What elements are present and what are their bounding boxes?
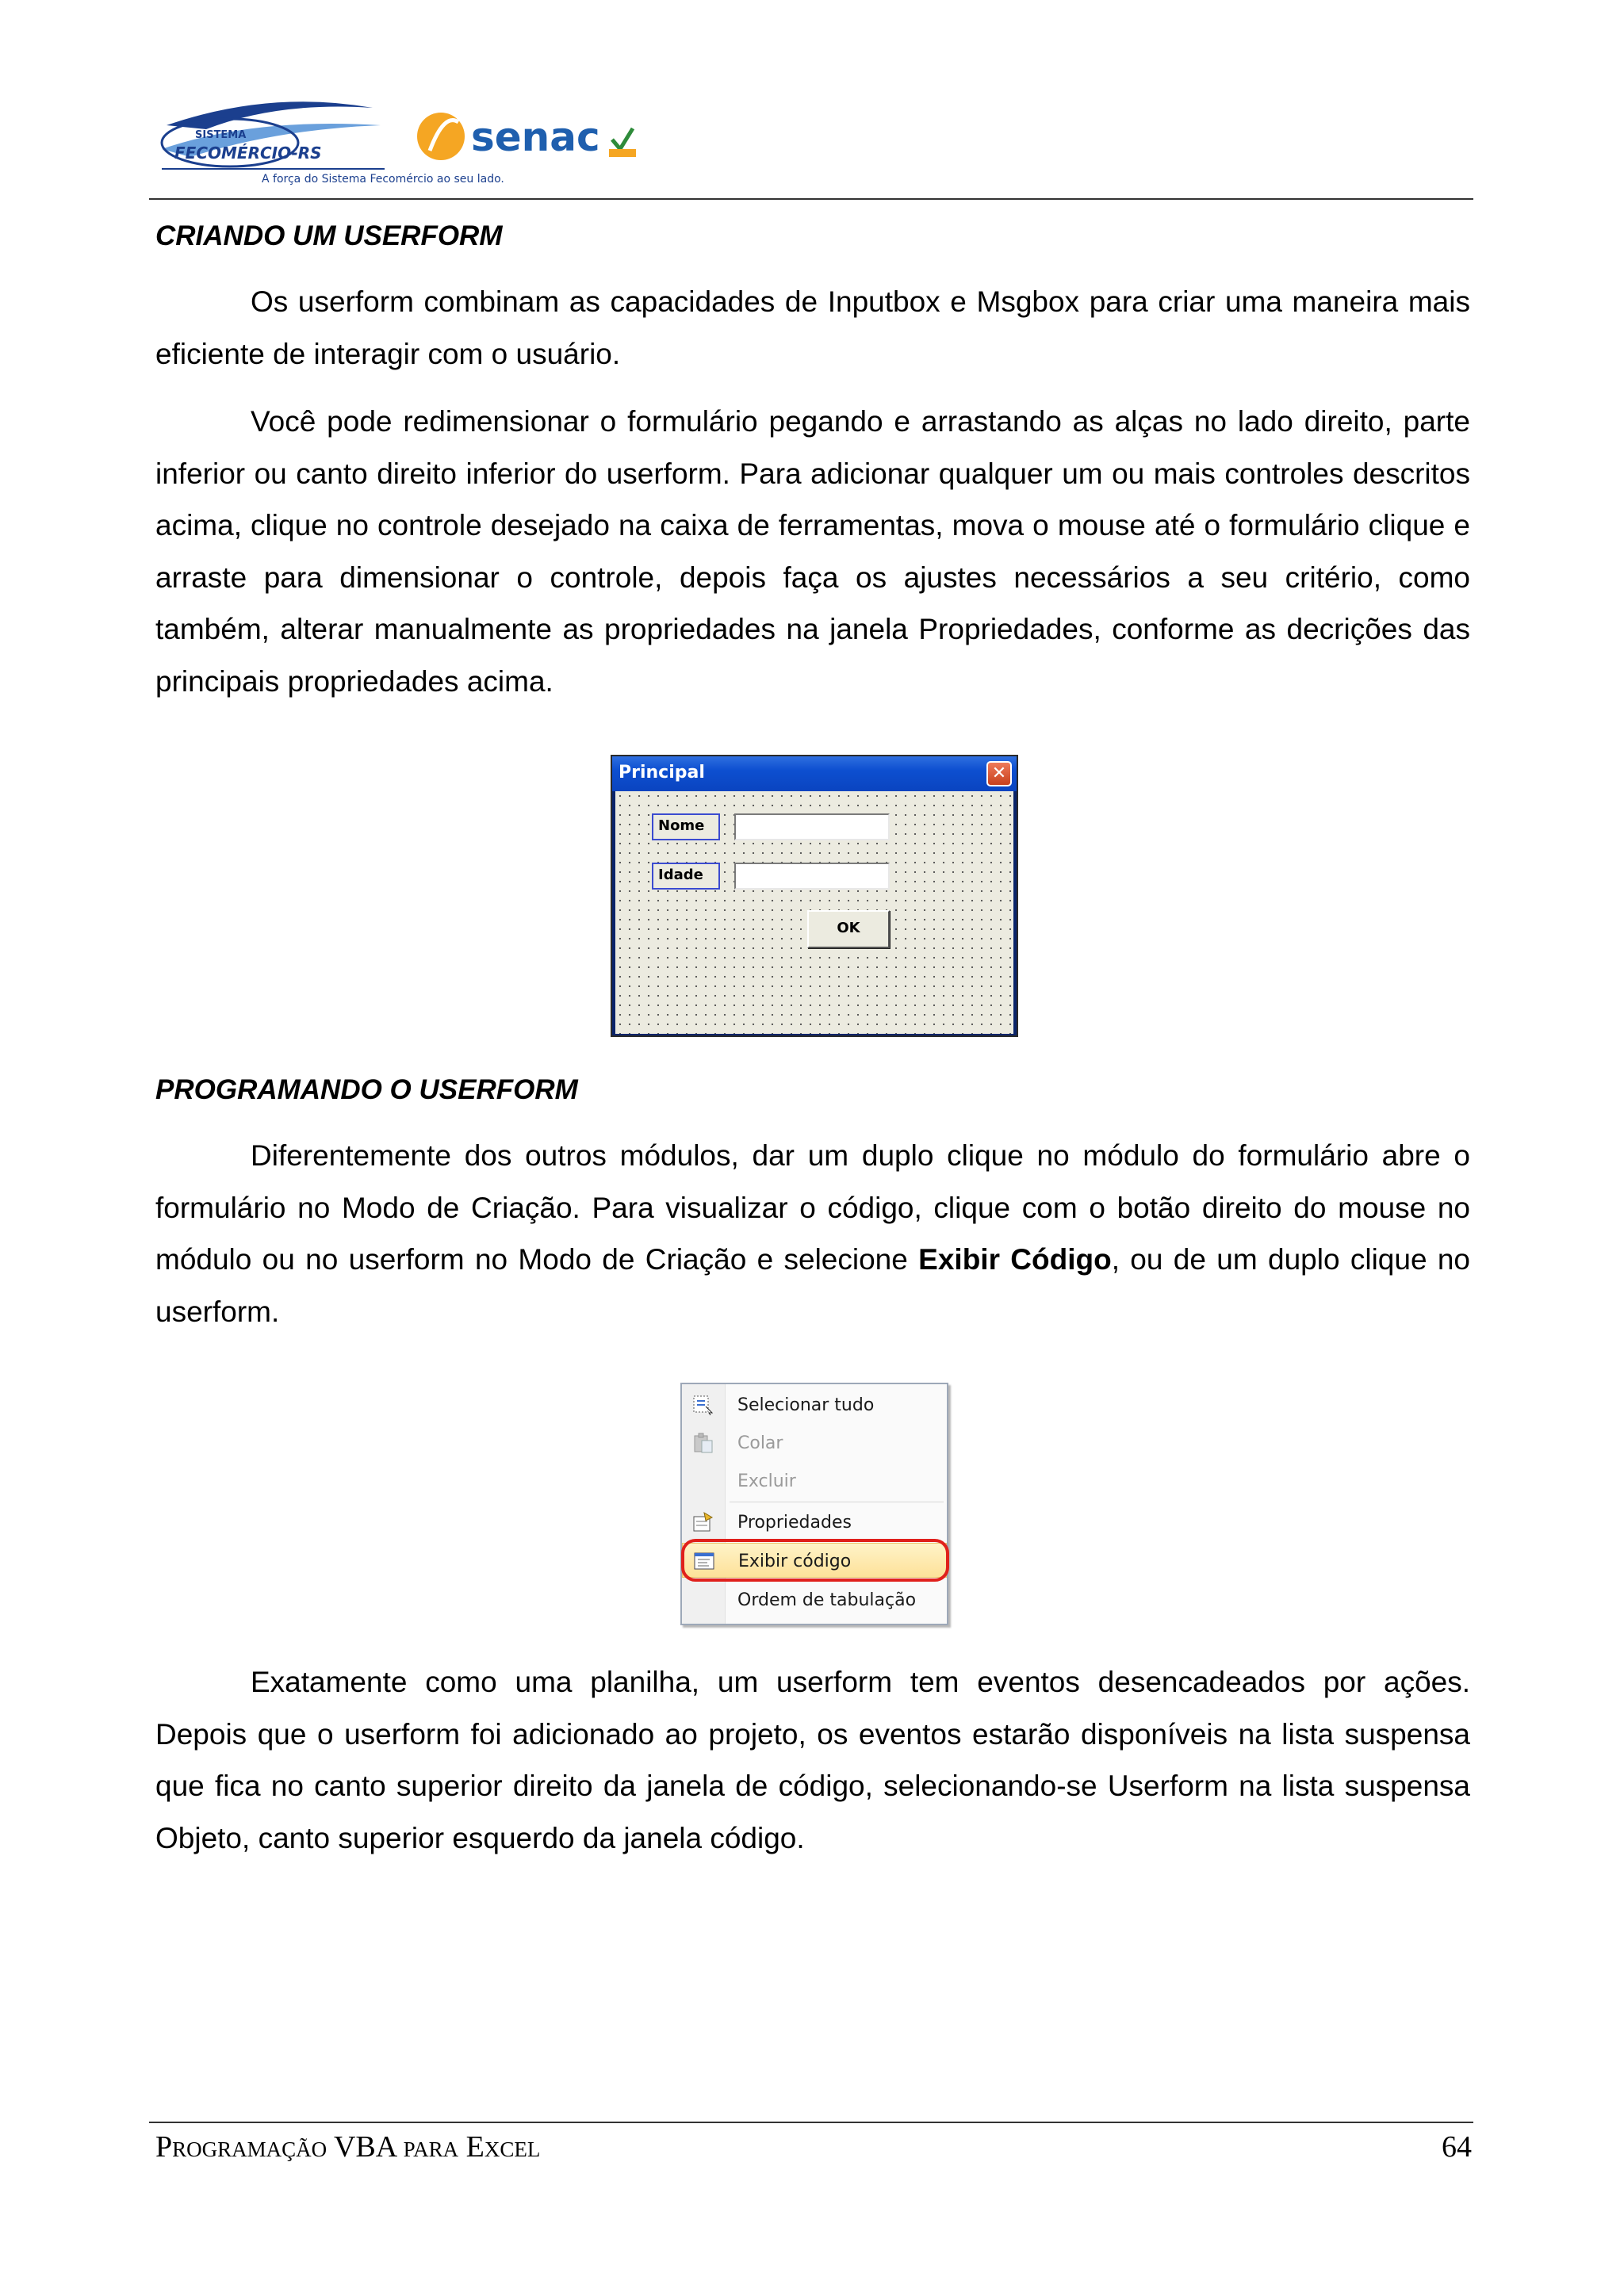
- label-idade[interactable]: Idade: [652, 863, 720, 890]
- label-nome[interactable]: Nome: [652, 813, 720, 840]
- close-icon[interactable]: ✕: [986, 761, 1012, 786]
- section-heading-programando: PROGRAMANDO O USERFORM: [155, 1074, 578, 1105]
- menu-item-selecionar-tudo[interactable]: [682, 1387, 947, 1422]
- menu-item-colar[interactable]: [682, 1425, 947, 1460]
- properties-icon: [691, 1511, 715, 1533]
- menu-item-label: Exibir código: [738, 1552, 852, 1571]
- textbox-idade[interactable]: [734, 863, 890, 890]
- highlight-ring: [681, 1539, 949, 1582]
- exibir-codigo-bold: Exibir Código: [918, 1243, 1112, 1276]
- menu-item-propriedades[interactable]: [682, 1505, 947, 1540]
- paragraph-redimensionar: Você pode redimensionar o formulário pegando e arrastando as alças no lado direito, parte inferior ou canto direito inferior do userform. Para adicionar qualquer um ou mais controles descritos acima, clique no controle desejado na caixa de ferramentas, mova o mouse até o formulário clique e arraste para dimensionar o controle, depois faça os ajustes necessários a seu critério, como também, alterar manualmente as propriedades na janela Propriedades, conforme as decrições das principais propriedades acima.: [155, 405, 1470, 698]
- fecomercio-logo-line1: SISTEMA: [195, 129, 247, 141]
- paragraph-modo-criacao: [155, 1130, 1470, 1337]
- menu-item-label: Excluir: [737, 1471, 796, 1491]
- menu-item-label: Colar: [737, 1433, 783, 1453]
- menu-item-ordem-tabulacao[interactable]: [682, 1582, 947, 1617]
- userform-design-grid[interactable]: [615, 791, 1013, 1034]
- page-number: 64: [1442, 2130, 1472, 2164]
- paragraph-intro: Os userform combinam as capacidades de Inputbox e Msgbox para criar uma maneira mais eficiente de interagir com o usuário.: [155, 285, 1470, 370]
- paragraph-eventos: Exatamente como uma planilha, um userform tem eventos desencadeados por ações. Depois que o userform foi adicionado ao projeto, os eventos estarão disponíveis na lista suspensa que fica no canto superior direito da janela de código, selecionando-se Userform na lista suspensa Objeto, canto superior esquerdo da janela código.: [155, 1666, 1470, 1854]
- fecomercio-logo-line2: FECOMÉRCIO-RS: [174, 144, 322, 163]
- footer-title: Programação VBA para Excel: [155, 2130, 541, 2164]
- paragraph-modo-criacao-part1: Diferentemente dos outros módulos, dar um duplo clique no módulo do formulário abre o formulário no Modo de Criação. Para visualizar o código, clique com o botão direito do mouse no módulo ou no userform no Modo de Criação e selecione: [155, 1139, 1470, 1276]
- footer-divider: [149, 2122, 1473, 2123]
- userform-title: Principal: [619, 763, 705, 783]
- context-menu: [680, 1383, 948, 1625]
- select-all-icon: [691, 1394, 715, 1416]
- header-divider: [149, 198, 1473, 200]
- section-heading-criando: CRIANDO UM USERFORM: [155, 220, 503, 251]
- fecomercio-logo-tagline: A força do Sistema Fecomércio ao seu lado.: [262, 173, 504, 186]
- ok-button[interactable]: OK: [807, 910, 890, 948]
- menu-item-label: Selecionar tudo: [737, 1395, 875, 1415]
- menu-item-label: Ordem de tabulação: [737, 1590, 917, 1610]
- senac-check-icon: [612, 128, 633, 149]
- senac-logo-text: senac: [471, 114, 600, 160]
- fecomercio-logo: [159, 94, 504, 187]
- menu-item-label: Propriedades: [737, 1513, 852, 1533]
- senac-logo: [412, 105, 650, 168]
- menu-item-excluir[interactable]: [682, 1464, 947, 1498]
- menu-item-exibir-codigo[interactable]: [682, 1543, 947, 1578]
- textbox-nome[interactable]: [734, 813, 890, 840]
- paragraph-modo-criacao-part2: , ou de um duplo clique no userform.: [155, 1243, 1471, 1328]
- userform-titlebar[interactable]: [612, 756, 1017, 791]
- paste-icon: [691, 1432, 715, 1454]
- userform-window: [611, 755, 1018, 1037]
